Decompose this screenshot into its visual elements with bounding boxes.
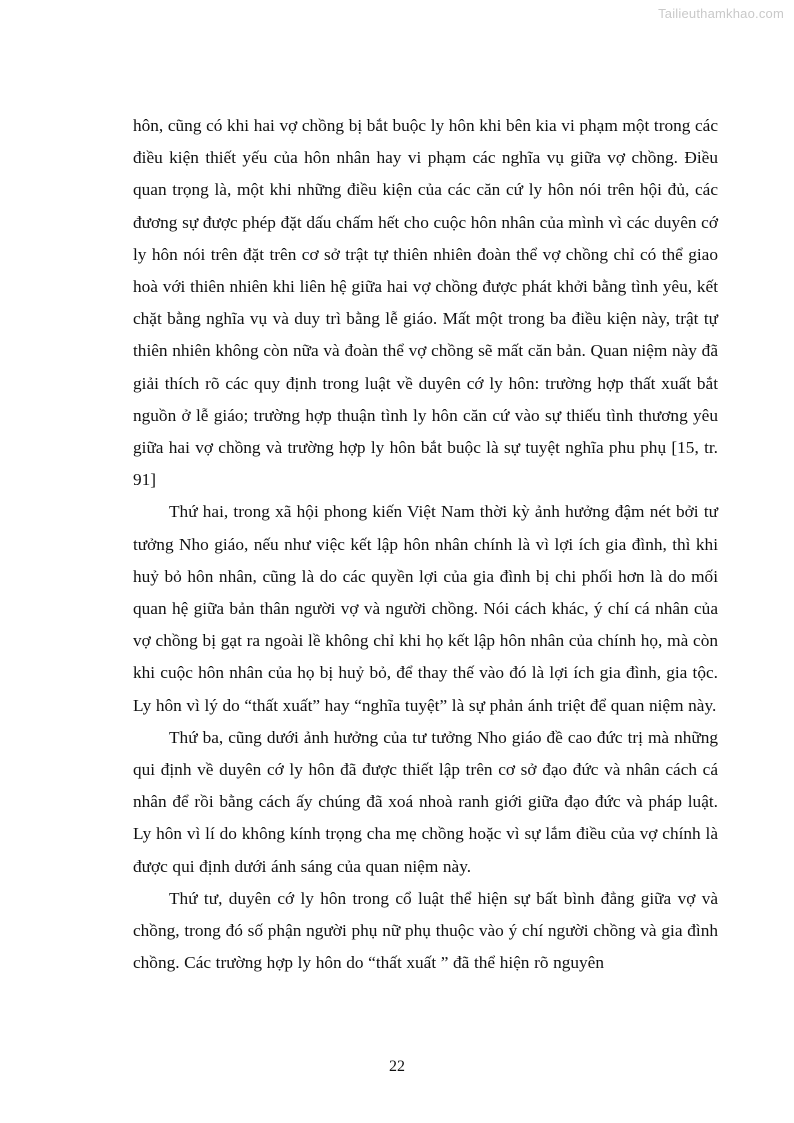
watermark: Tailieuthamkhao.com xyxy=(658,6,784,21)
paragraph-third-point: Thứ ba, cũng dưới ảnh hưởng của tư tưởng Nho giáo đề cao đức trị mà những qui định về duyên cớ ly hôn đã được thiết lập trên cơ sở đạo đức và nhân cách cá nhân để rồi bằng cách ấy chúng đã xoá nhoà ranh giới giữa đạo đức và pháp luật. Ly hôn vì lí do không kính trọng cha mẹ chồng hoặc vì sự lắm điều của vợ chính là được qui định dưới ánh sáng của quan niệm này. xyxy=(133,727,718,876)
paragraph-continuation: hôn, cũng có khi hai vợ chồng bị bắt buộc ly hôn khi bên kia vi phạm một trong các điều kiện thiết yếu của hôn nhân hay vi phạm các nghĩa vụ giữa vợ chồng. Điều quan trọng là, một khi những điều kiện của các căn cứ ly hôn nói trên hội đủ, các đương sự được phép đặt dấu chấm hết cho cuộc hôn nhân của mình vì các duyên cớ ly hôn nói trên đặt trên cơ sở trật tự thiên nhiên đoàn thể vợ chồng chỉ có thể giao hoà với thiên nhiên khi liên hệ giữa hai vợ chồng được phát khởi bằng tình yêu, kết chặt bằng nghĩa vụ và duy trì bằng lễ giáo. Mất một trong ba điều kiện này, trật tự thiên nhiên không còn nữa và đoàn thể vợ chồng sẽ mất căn bản. Quan niệm này đã giải thích rõ các quy định trong luật về duyên cớ ly hôn: trường hợp thất xuất bắt nguồn ở lễ giáo; trường hợp thuận tình ly hôn căn cứ vào sự thiếu tình thương yêu giữa hai vợ chồng và trường hợp ly hôn bắt buộc là sự tuyệt nghĩa phu phụ [15, tr. 91] xyxy=(133,116,719,490)
paragraph-fourth-point: Thứ tư, duyên cớ ly hôn trong cổ luật thể hiện sự bất bình đẳng giữa vợ và chồng, trong đó số phận người phụ nữ phụ thuộc vào ý chí người chồng và gia đình chồng. Các trường hợp ly hôn do “thất xuất ” đã thể hiện rõ nguyên xyxy=(133,888,718,973)
page-body xyxy=(133,110,718,979)
paragraph-second-point: Thứ hai, trong xã hội phong kiến Việt Nam thời kỳ ảnh hưởng đậm nét bởi tư tưởng Nho giáo, nếu như việc kết lập hôn nhân chính là vì lợi ích gia đình, thì khi huỷ bỏ hôn nhân, cũng là do các quyền lợi của gia đình bị chi phối hơn là do mối quan hệ giữa bản thân người vợ và người chồng. Nói cách khác, ý chí cá nhân của vợ chồng bị gạt ra ngoài lề không chỉ khi họ kết lập hôn nhân của chính họ, mà còn khi cuộc hôn nhân của họ bị huỷ bỏ, để thay thế vào đó là lợi ích gia đình, gia tộc. Ly hôn vì lý do “thất xuất” hay “nghĩa tuyệt” là sự phản ánh triệt để quan niệm này. xyxy=(133,502,718,715)
page-number: 22 xyxy=(389,1058,405,1075)
